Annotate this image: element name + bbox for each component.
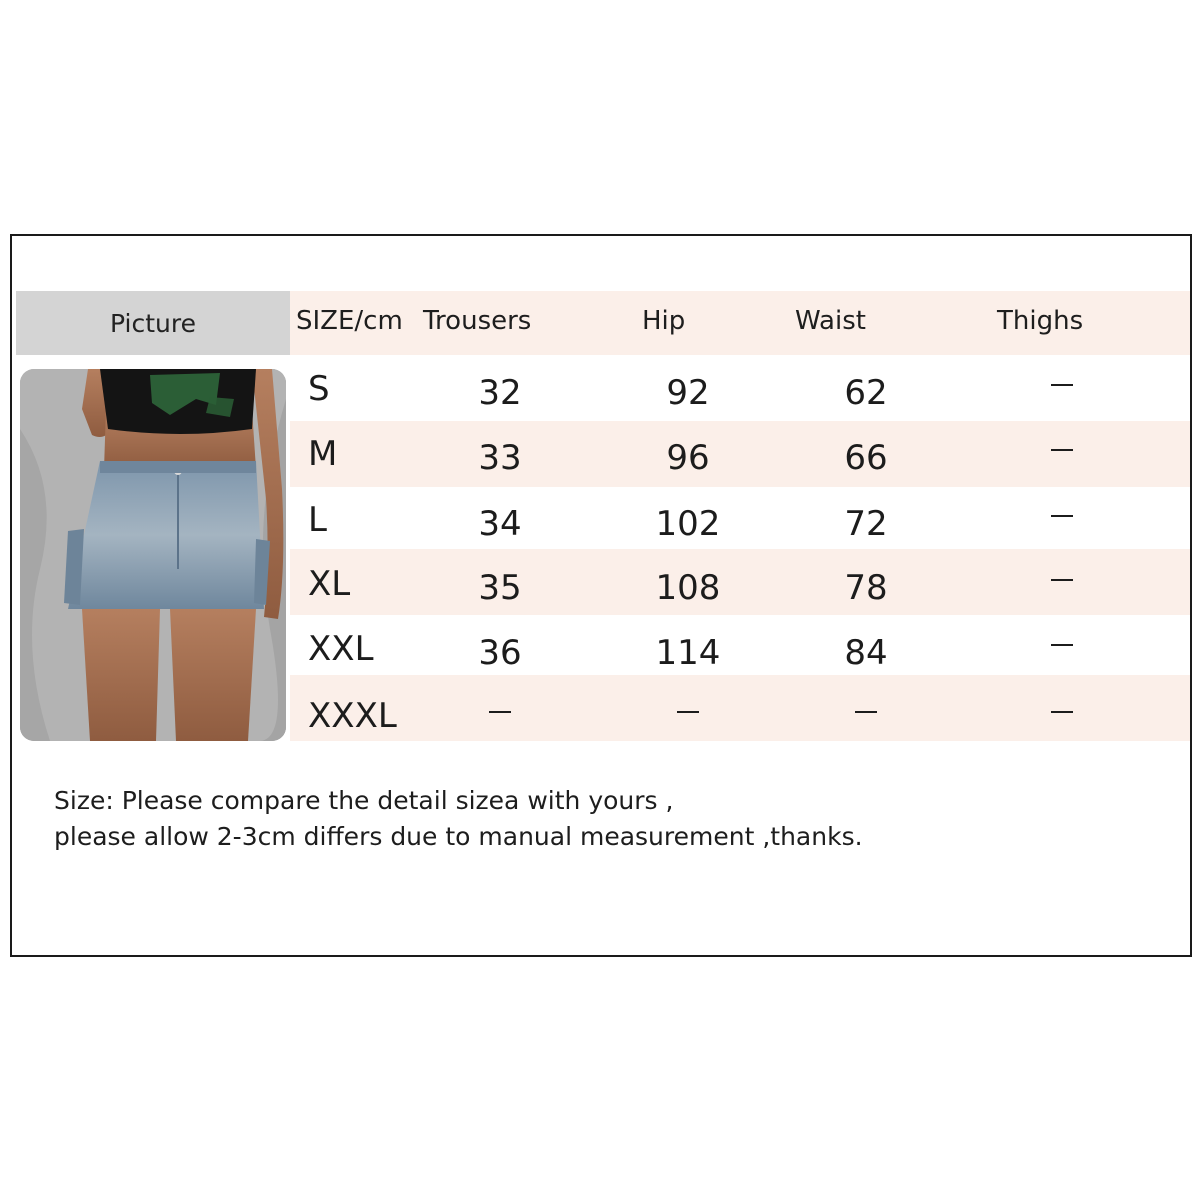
header-waist: Waist	[795, 306, 866, 336]
cell-size: XXL	[308, 629, 374, 669]
cell-waist: 84	[844, 633, 888, 673]
cell-waist: 72	[844, 504, 888, 544]
cell-thighs	[1051, 569, 1073, 589]
header-hip: Hip	[642, 306, 686, 336]
product-photo-illustration	[20, 369, 286, 741]
cell-thighs	[1051, 374, 1073, 394]
header-thighs: Thighs	[997, 306, 1084, 336]
cell-trousers: 33	[478, 438, 522, 478]
cell-size: S	[308, 369, 330, 409]
header-size: SIZE/cm	[296, 306, 403, 336]
cell-hip: 92	[666, 373, 710, 413]
product-photo	[20, 369, 286, 741]
cell-size: M	[308, 434, 338, 474]
cell-thighs	[1051, 439, 1073, 459]
cell-thighs	[1051, 701, 1073, 721]
cell-waist: 78	[844, 568, 888, 608]
cell-thighs	[1051, 505, 1073, 525]
cell-waist: 62	[844, 373, 888, 413]
cell-trousers: 32	[478, 373, 522, 413]
cell-trousers	[489, 701, 511, 721]
cell-trousers: 34	[478, 504, 522, 544]
cell-size: L	[308, 500, 327, 540]
cell-waist: 66	[844, 438, 888, 478]
cell-trousers: 36	[478, 633, 522, 673]
cell-waist	[855, 701, 877, 721]
cell-trousers: 35	[478, 568, 522, 608]
cell-thighs	[1051, 634, 1073, 654]
cell-hip	[677, 701, 699, 721]
size-note-line-2: please allow 2-3cm differs due to manual measurement ,thanks.	[54, 822, 863, 851]
cell-hip: 108	[655, 568, 721, 608]
cell-size: XXXL	[308, 696, 397, 736]
cell-size: XL	[308, 564, 351, 604]
cell-hip: 96	[666, 438, 710, 478]
cell-hip: 102	[655, 504, 721, 544]
header-picture: Picture	[16, 291, 290, 355]
cell-hip: 114	[655, 633, 721, 673]
size-note-line-1: Size: Please compare the detail sizea with yours ,	[54, 786, 674, 815]
header-trousers: Trousers	[423, 306, 532, 336]
